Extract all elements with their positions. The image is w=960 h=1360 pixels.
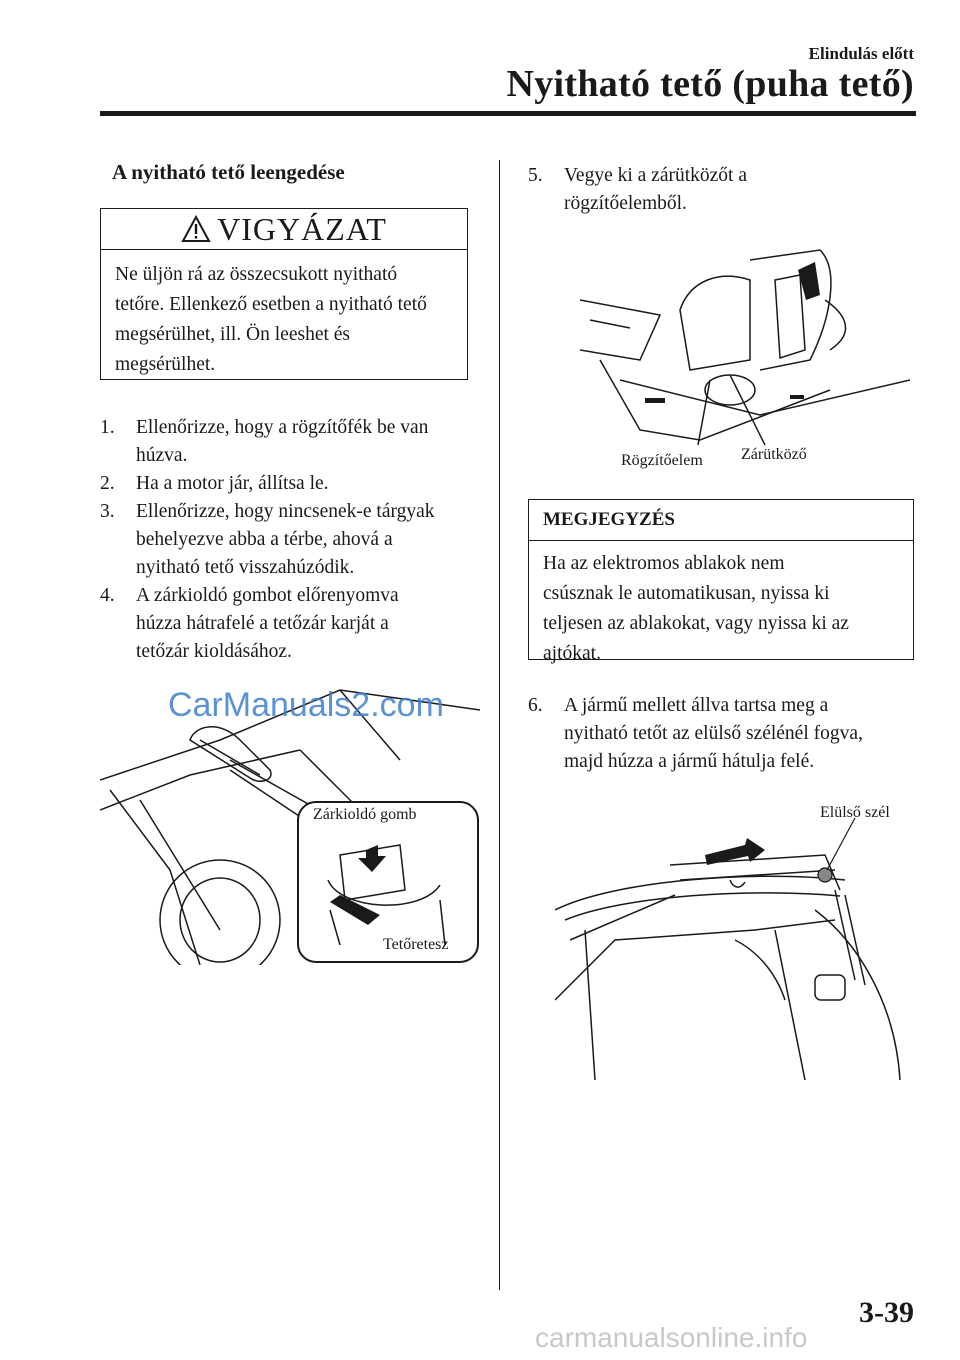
caution-title: VIGYÁZAT — [217, 210, 387, 247]
step-line: A zárkioldó gombot előrenyomva — [136, 585, 399, 606]
step-1 — [100, 414, 480, 470]
step-4 — [100, 582, 480, 666]
caution-line: megsérülhet, ill. Ön leeshet és — [115, 324, 351, 345]
step-line: húzza hátrafelé a tetőzár karját a — [136, 613, 389, 634]
step-number: 3. — [100, 501, 115, 522]
label-retainer: Rögzítőelem — [621, 452, 703, 469]
step-line: nyitható tető visszahúzódik. — [136, 557, 355, 578]
caution-line: megsérülhet. — [115, 354, 216, 375]
step-6 — [528, 692, 914, 776]
note-box — [528, 499, 914, 664]
note-body — [529, 541, 913, 669]
step-number: 4. — [100, 585, 115, 606]
caution-line: tetőre. Ellenkező esetben a nyitható tető — [115, 294, 427, 315]
step-line: behelyezve abba a térbe, ahová a — [136, 529, 393, 550]
watermark-bottom: carmanualsonline.info — [535, 1322, 808, 1353]
page-title: Nyitható tető (puha tető) — [506, 63, 914, 105]
label-release-button: Zárkioldó gomb — [313, 806, 417, 823]
step-number: 2. — [100, 473, 115, 494]
step-line: Ha a motor jár, állítsa le. — [136, 473, 329, 494]
step-line: majd húzza a jármű hátulja felé. — [564, 751, 815, 772]
step-line: rögzítőelemből. — [564, 193, 687, 214]
watermark-top: CarManuals2.com — [168, 686, 444, 724]
section-label: Elindulás előtt — [808, 44, 914, 63]
step-line: Vegye ki a zárütközőt a — [564, 165, 748, 186]
step-number: 5. — [528, 165, 543, 186]
car-softtop-illustration — [555, 800, 910, 1080]
front-edge-marker — [818, 868, 832, 882]
note-line: ajtókat. — [543, 643, 601, 664]
warning-triangle-icon — [181, 215, 211, 243]
note-line: csúsznak le automatikusan, nyissa ki — [543, 583, 830, 604]
note-line: teljesen az ablakokat, vagy nyissa ki az — [543, 613, 849, 634]
note-line: Ha az elektromos ablakok nem — [543, 553, 785, 574]
step-line: nyitható tetőt az elülső szélénél fogva, — [564, 723, 863, 744]
caution-header — [101, 209, 467, 250]
steps-list — [100, 414, 480, 666]
page-number: 3-39 — [859, 1296, 914, 1329]
column-divider — [499, 160, 500, 1290]
step-line: húzva. — [136, 445, 188, 466]
caution-line: Ne üljön rá az összecsukott nyitható — [115, 264, 398, 285]
caution-box — [100, 208, 468, 380]
step-5 — [528, 162, 914, 218]
note-title: MEGJEGYZÉS — [529, 500, 913, 541]
step-2 — [100, 470, 480, 498]
label-front-edge: Elülső szél — [820, 804, 890, 821]
step-3 — [100, 498, 480, 582]
title-rule — [100, 111, 916, 116]
step-line: Ellenőrizze, hogy nincsenek-e tárgyak — [136, 501, 435, 522]
step-number: 6. — [528, 695, 543, 716]
label-striker: Zárütköző — [741, 446, 807, 463]
step-line: tetőzár kioldásához. — [136, 641, 292, 662]
striker-illustration — [580, 240, 910, 450]
step-number: 1. — [100, 417, 115, 438]
step-line: Ellenőrizze, hogy a rögzítőfék be van — [136, 417, 429, 438]
label-roof-latch: Tetőretesz — [383, 936, 449, 953]
caution-body — [101, 250, 467, 380]
step-line: A jármű mellett állva tartsa meg a — [564, 695, 829, 716]
subheading: A nyitható tető leengedése — [112, 160, 345, 184]
